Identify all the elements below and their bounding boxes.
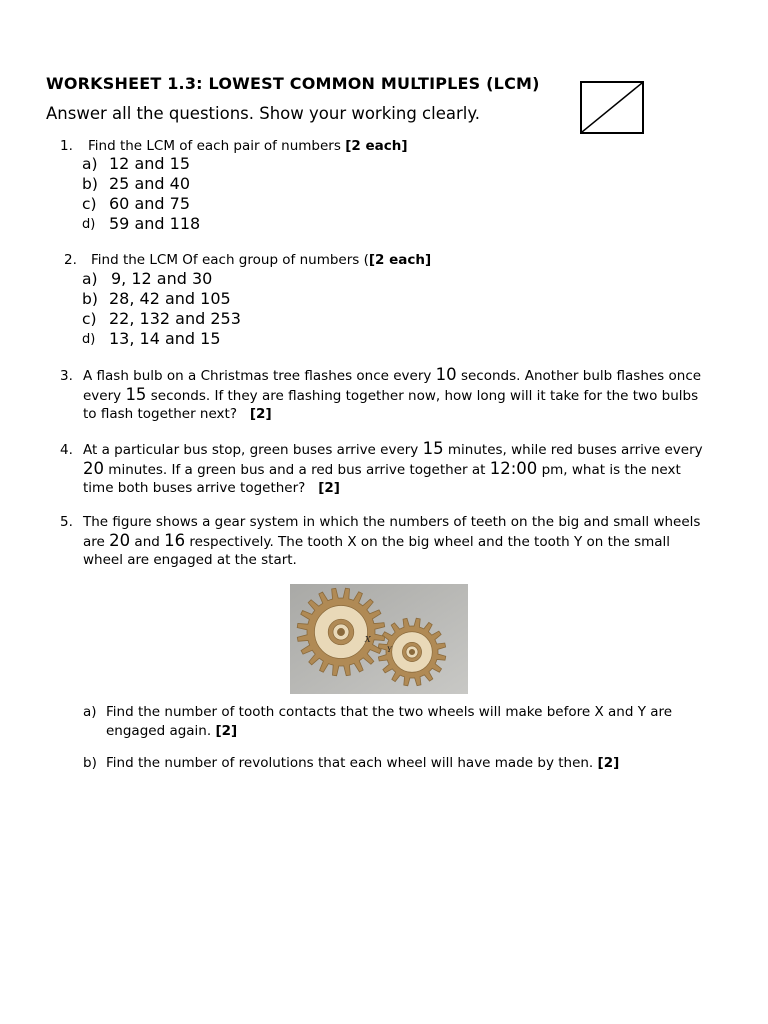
q3-value-2: 15 [125, 384, 147, 404]
q1-number: 1. [60, 138, 73, 154]
q3-text-part: A flash bulb on a Christmas tree flashes once every [83, 368, 436, 384]
worksheet-instruction: Answer all the questions. Show your working clearly. [46, 104, 480, 123]
gear-ring [337, 628, 344, 635]
q5-value-2: 16 [164, 530, 186, 550]
q1-part-d-text: 59 and 118 [109, 214, 201, 233]
q3-text [83, 366, 713, 424]
q4-value-3: 12:00 [489, 458, 538, 478]
q2-question: Find the LCM Of each group of numbers ( [91, 252, 369, 268]
q5-part-b-marks: [2] [597, 755, 620, 771]
score-box [580, 81, 644, 134]
q4-value-2: 20 [83, 458, 104, 478]
q2-part-b-label: b) [82, 290, 98, 308]
q1-part-d-label: d) [82, 217, 96, 232]
q4-marks: [2] [318, 480, 340, 496]
q2-number: 2. [64, 252, 77, 268]
big-gear [297, 588, 385, 676]
q2-part-a-label: a) [82, 270, 98, 288]
q1-marks: [2 each] [345, 138, 408, 154]
q1-text [88, 137, 408, 155]
q1-part-b-text: 25 and 40 [109, 174, 190, 193]
q2-part-d-text: 13, 14 and 15 [109, 329, 221, 348]
q1-part-a-label: a) [82, 155, 98, 173]
q5-number: 5. [60, 514, 73, 530]
q4-text-part: pm, what is the next time both buses arrive together? [83, 461, 681, 496]
worksheet-title: WORKSHEET 1.3: LOWEST COMMON MULTIPLES (LCM) [46, 74, 540, 93]
gear-ring [409, 649, 414, 654]
gear-system-figure [290, 584, 468, 694]
q5-text-part: and [130, 533, 165, 550]
q2-part-d-label: d) [82, 332, 96, 347]
q4-number: 4. [60, 442, 73, 458]
q2-part-a-text: 9, 12 and 30 [111, 269, 213, 288]
q3-marks: [2] [249, 406, 272, 422]
q5-value-1: 20 [109, 530, 131, 550]
q5-text-part: The figure shows a gear system in which the numbers of teeth on the big and small wheels are [83, 514, 701, 550]
q2-part-c-text: 22, 132 and 253 [109, 309, 241, 328]
q5-part-b-text [106, 754, 619, 772]
q4-text-part: minutes. If a green bus and a red bus arrive together at [104, 461, 490, 478]
q4-text-part: minutes, while red buses arrive every [443, 442, 703, 458]
gear-illustration [290, 584, 468, 694]
q2-part-b-text: 28, 42 and 105 [109, 289, 231, 308]
q5-part-a-text [106, 703, 706, 740]
tooth-x-label: X [365, 635, 371, 644]
q5-part-b-question: Find the number of revolutions that each wheel will have made by then. [106, 755, 598, 771]
q1-part-a-text: 12 and 15 [109, 154, 190, 173]
score-box-diagonal [582, 83, 642, 132]
q5-text-part: respectively. The tooth X on the big wheel and the tooth Y on the small wheel are engaged at the start. [83, 533, 671, 568]
q1-question: Find the LCM of each pair of numbers [88, 138, 346, 154]
q5-part-a-marks: [2] [215, 722, 238, 739]
q1-part-c-label: c) [82, 195, 97, 213]
q2-part-c-label: c) [82, 310, 97, 328]
q1-part-b-label: b) [82, 175, 98, 193]
q2-marks: [2 each] [368, 252, 432, 268]
q3-text-part: seconds. Another bulb flashes once every [83, 368, 702, 404]
q5-text [83, 513, 713, 570]
q1-part-c-text: 60 and 75 [109, 194, 190, 213]
q5-part-a-label: a) [83, 704, 97, 720]
q4-text [83, 440, 713, 498]
q4-value-1: 15 [422, 439, 444, 458]
q4-text-part: At a particular bus stop, green buses arrive every [83, 442, 423, 458]
q2-text [91, 251, 431, 269]
q3-number: 3. [60, 368, 73, 384]
tooth-y-label: Y [387, 646, 392, 654]
q3-text-part: seconds. If they are flashing together now, how long will it take for the two bulbs to flash together next? [83, 387, 699, 422]
q5-part-a-question: Find the number of tooth contacts that the two wheels will make before X and Y are engaged again. [106, 704, 673, 739]
q5-part-b-label: b) [83, 755, 97, 771]
q3-value-1: 10 [435, 365, 457, 384]
